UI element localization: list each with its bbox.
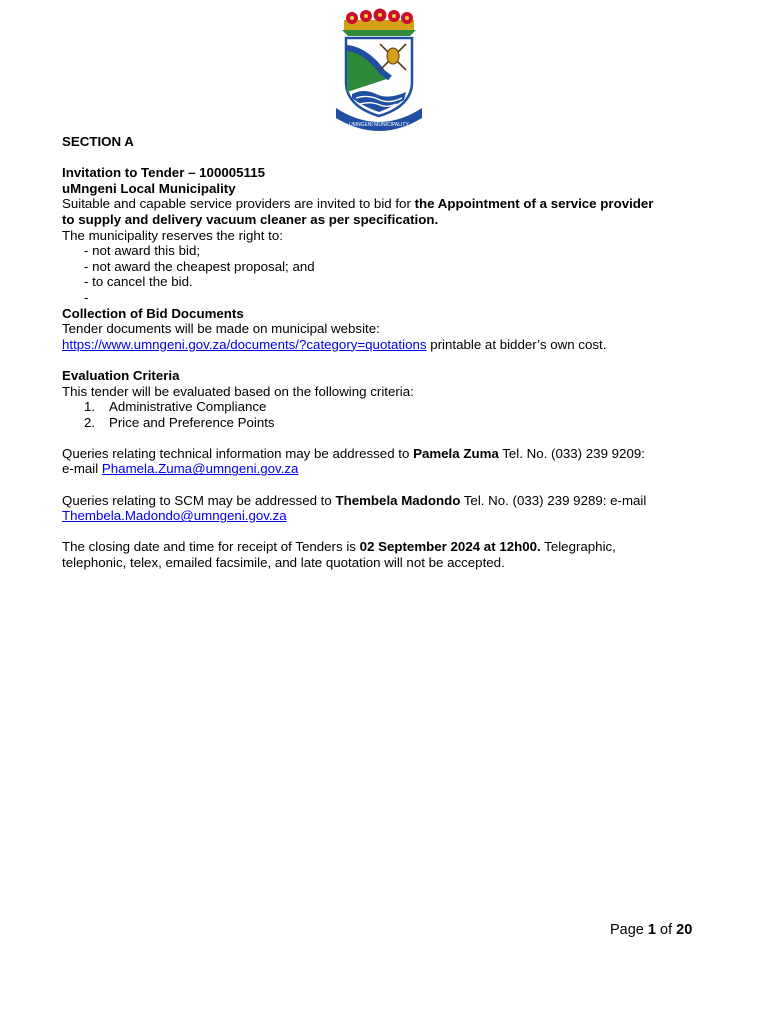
current-page: 1 xyxy=(647,922,656,938)
evaluation-title: Evaluation Criteria xyxy=(62,367,180,383)
municipality-name: uMngeni Local Municipality xyxy=(62,180,236,196)
technical-email-line xyxy=(62,461,712,477)
closing-suffix: Telegraphic, xyxy=(540,539,616,555)
closing-line-2: telephonic, telex, emailed facsimile, and late quotation will not be accepted. xyxy=(62,555,505,571)
technical-query-prefix: Queries relating technical information may be addressed to xyxy=(62,445,414,461)
rights-intro: The municipality reserves the right to: xyxy=(62,227,283,243)
tender-document xyxy=(62,134,712,571)
collection-text: Tender documents will be made on municipal website: xyxy=(62,321,380,337)
municipal-crest-logo xyxy=(330,8,428,134)
shield-icon xyxy=(346,38,412,116)
right-item: - not award the cheapest proposal; and xyxy=(84,258,315,274)
collection-link-line xyxy=(62,337,712,353)
scm-query-prefix: Queries relating to SCM may be addressed to xyxy=(62,492,336,508)
scm-email-link[interactable]: Thembela.Madondo@umngeni.gov.za xyxy=(62,508,287,524)
closing-prefix: The closing date and time for receipt of Tenders is xyxy=(62,539,360,555)
closing-date: 02 September 2024 at 12h00. xyxy=(359,539,541,555)
invitation-intro xyxy=(62,196,712,212)
page-number xyxy=(610,922,692,938)
scm-contact-name: Thembela Madondo xyxy=(335,492,461,508)
technical-query xyxy=(62,446,712,462)
criteria-label: Administrative Compliance xyxy=(109,399,267,415)
technical-contact-name: Pamela Zuma xyxy=(413,445,499,461)
evaluation-text: This tender will be evaluated based on the following criteria: xyxy=(62,383,414,399)
right-item: - xyxy=(84,289,89,305)
criteria-item xyxy=(62,399,712,415)
page-label: Page xyxy=(610,922,648,938)
technical-contact-tel: Tel. No. (033) 239 9209: xyxy=(498,445,645,461)
intro-bold-2: to supply and delivery vacuum cleaner as per specification. xyxy=(62,211,439,227)
collection-title: Collection of Bid Documents xyxy=(62,305,244,321)
collection-suffix: printable at bidder’s own cost. xyxy=(426,336,607,352)
scm-email-line xyxy=(62,508,712,524)
email-prefix: e-mail xyxy=(62,461,102,477)
criteria-number: 1. xyxy=(84,399,96,415)
crown-icon xyxy=(342,9,416,37)
quotations-link[interactable]: https://www.umngeni.gov.za/documents/?category=quotations xyxy=(62,336,427,352)
page-of: of xyxy=(655,922,677,938)
criteria-item xyxy=(62,415,712,431)
right-item: - to cancel the bid. xyxy=(84,274,193,290)
criteria-number: 2. xyxy=(84,414,96,430)
technical-email-link[interactable]: Phamela.Zuma@umngeni.gov.za xyxy=(101,461,299,477)
scm-contact-tel: Tel. No. (033) 239 9289: e-mail xyxy=(460,492,647,508)
intro-text: Suitable and capable service providers are invited to bid for xyxy=(62,196,415,212)
invitation-title: Invitation to Tender – 100005115 xyxy=(62,165,265,181)
scm-query xyxy=(62,493,712,509)
total-pages: 20 xyxy=(676,922,693,938)
criteria-label: Price and Preference Points xyxy=(109,414,275,430)
intro-bold-1: the Appointment of a service provider xyxy=(414,196,654,212)
closing-statement xyxy=(62,539,712,555)
right-item: - not award this bid; xyxy=(84,243,201,259)
section-title: SECTION A xyxy=(62,134,134,149)
motto-text: UMNGENI MUNICIPALITY xyxy=(349,122,409,128)
